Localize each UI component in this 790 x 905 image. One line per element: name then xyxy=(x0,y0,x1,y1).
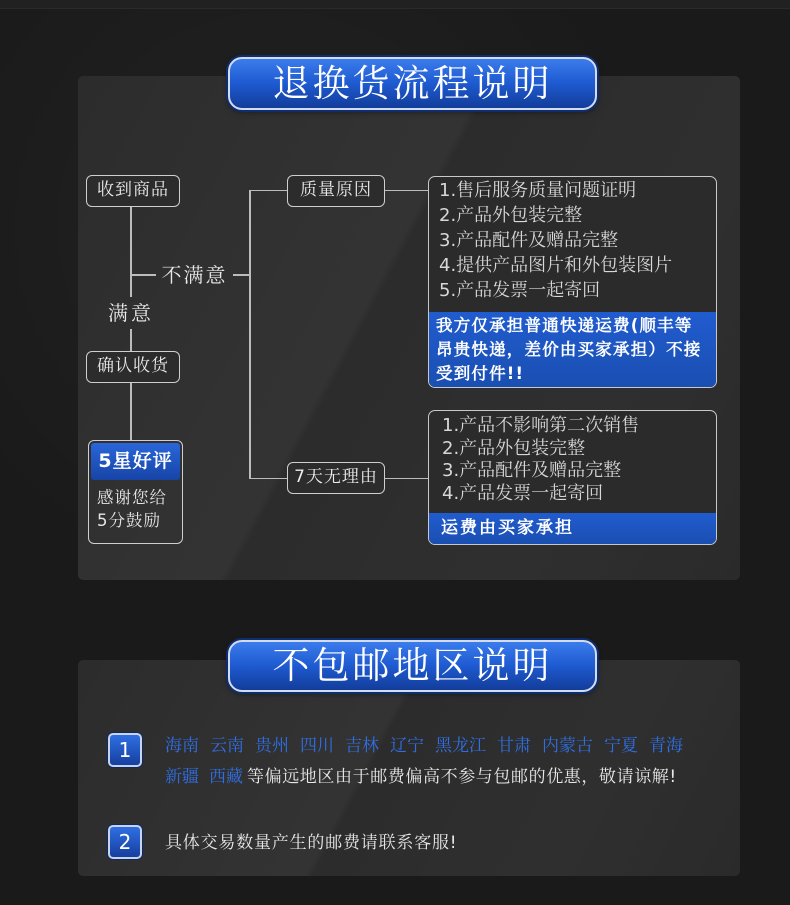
top-divider xyxy=(0,0,790,9)
list-item: 5.产品发票一起寄回 xyxy=(439,280,601,301)
connector-line xyxy=(250,478,287,480)
connector-line xyxy=(130,329,132,351)
region-name: 内蒙古 xyxy=(542,736,593,756)
list-item: 2.产品外包装完整 xyxy=(439,205,583,226)
shipping-cost-notice xyxy=(429,312,716,387)
list-item: 3.产品配件及赠品完整 xyxy=(442,460,622,481)
shipping-title: 不包邮地区说明 xyxy=(228,640,597,692)
unsatisfied-label: 不满意 xyxy=(161,263,228,287)
list-item: 2.产品外包装完整 xyxy=(442,437,586,459)
branch-bracket-line xyxy=(249,190,251,479)
region-list-line xyxy=(165,765,677,789)
region-name: 青海 xyxy=(649,736,683,756)
connector-line xyxy=(131,274,156,276)
connector-line xyxy=(385,190,428,192)
list-item: 4.产品发票一起寄回 xyxy=(442,482,604,504)
region-name: 贵州 xyxy=(255,736,289,756)
number-badge: 1 xyxy=(108,733,142,767)
region-name: 辽宁 xyxy=(390,736,424,756)
received-goods-node: 收到商品 xyxy=(86,175,180,207)
quality-reason-node: 质量原因 xyxy=(287,175,385,207)
connector-line xyxy=(130,383,132,440)
connector-line xyxy=(233,274,250,276)
region-name: 黑龙江 xyxy=(435,736,486,756)
region-name: 四川 xyxy=(300,736,334,756)
connector-line xyxy=(130,207,132,297)
region-name: 宁夏 xyxy=(604,736,638,756)
list-item: 1.售后服务质量问题证明 xyxy=(439,180,637,201)
region-name: 海南 xyxy=(165,736,199,756)
region-name: 新疆 xyxy=(165,767,199,787)
region-name: 云南 xyxy=(210,736,244,756)
requirements-list xyxy=(442,415,639,505)
connector-line xyxy=(385,478,428,480)
seven-day-no-reason-node: 7天无理由 xyxy=(287,462,385,494)
five-star-review-title: 5星好评 xyxy=(91,443,180,480)
returns-title: 退换货流程说明 xyxy=(228,57,597,110)
list-item: 4.提供产品图片和外包装图片 xyxy=(439,255,673,276)
review-thanks-text xyxy=(97,486,167,532)
satisfied-label: 满意 xyxy=(108,301,154,325)
list-item: 3.产品配件及赠品完整 xyxy=(439,230,619,251)
connector-line xyxy=(250,190,287,192)
notice-line: 我方仅承担普通快递运费(顺丰等 xyxy=(436,316,693,335)
quality-reason-requirements-box xyxy=(428,176,717,388)
no-reason-requirements-box xyxy=(428,410,717,545)
five-star-review-card xyxy=(88,440,183,544)
region-name: 西藏 xyxy=(209,767,243,787)
contact-service-note: 具体交易数量产生的邮费请联系客服! xyxy=(165,833,458,853)
review-line: 5分鼓励 xyxy=(97,511,161,530)
notice-line: 受到付件!! xyxy=(436,364,525,383)
review-line: 感谢您给 xyxy=(97,488,167,507)
buyer-pays-shipping-notice: 运费由买家承担 xyxy=(429,513,716,544)
region-list-line xyxy=(165,734,683,758)
requirements-list xyxy=(439,178,672,303)
region-name: 甘肃 xyxy=(497,736,531,756)
region-name: 吉林 xyxy=(345,736,379,756)
number-badge: 2 xyxy=(108,825,142,859)
confirm-receipt-node: 确认收货 xyxy=(86,351,180,383)
list-item: 1.产品不影响第二次销售 xyxy=(442,415,640,436)
notice-line: 昂贵快递，差价由买家承担）不接 xyxy=(436,340,702,359)
remote-region-note: 等偏远地区由于邮费偏高不参与包邮的优惠，敬请谅解! xyxy=(247,767,677,787)
